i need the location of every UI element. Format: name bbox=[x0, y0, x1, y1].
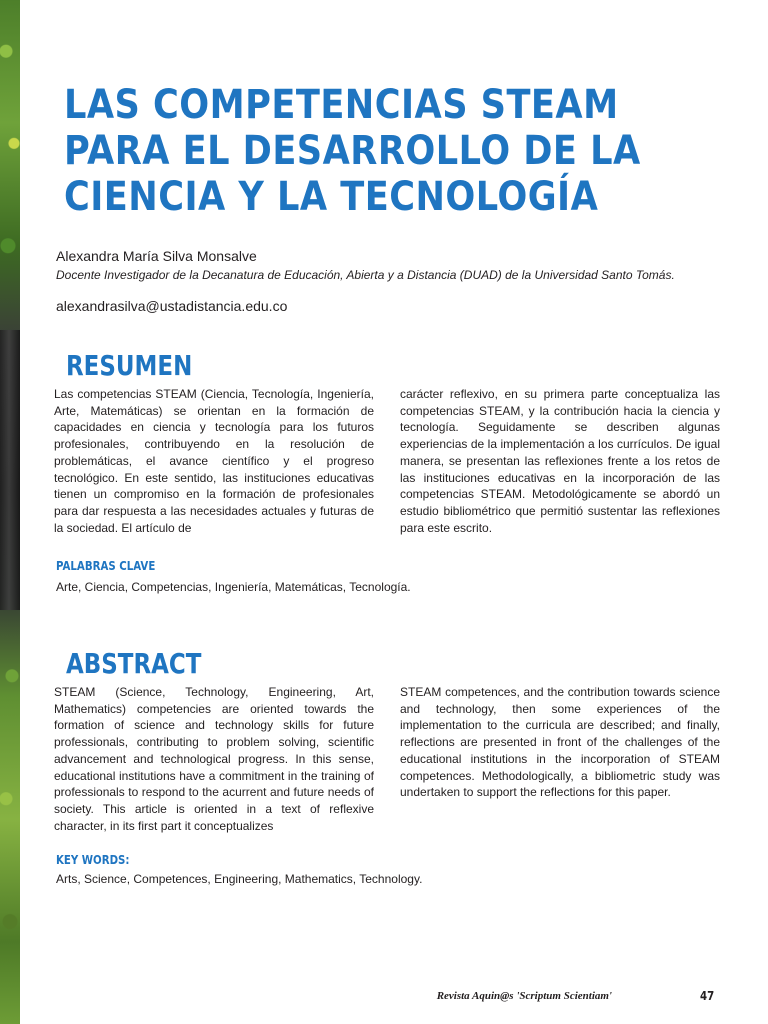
author-name: Alexandra María Silva Monsalve bbox=[56, 248, 257, 264]
resumen-text-left-column: Las competencias STEAM (Ciencia, Tecnología, Ingeniería, Arte, Matemáticas) se orientan en la formación de capacidades en ciencia y tecnología para los futuros profesionales, contribuyendo en la resolución de problemáticas, el avance científico y el progreso tecnológico. En este sentido, las instituciones educativas tienen un compromiso en la formación de profesionales para dar respuesta a las necesidades actuales y futuras de la sociedad. El artículo de bbox=[54, 387, 374, 535]
page-number: 47 bbox=[700, 989, 715, 1003]
abstract-text-right-column: STEAM competences, and the contribution towards science and technology, then some experiences of the implementation to the curricula are described; and finally, reflections are presented in front of the challenges of the educational institutions in the incorporation of STEAM competences. Methodologically, a bibliometric study was undertaken to support the reflections for this paper. bbox=[400, 685, 720, 800]
resumen-heading: RESUMEN bbox=[66, 349, 193, 382]
author-email[interactable]: alexandrasilva@ustadistancia.edu.co bbox=[56, 298, 288, 314]
key-words-text: Arts, Science, Competences, Engineering, Mathematics, Technology. bbox=[56, 872, 423, 886]
resumen-text-right-column: carácter reflexivo, en su primera parte conceptualiza las competencias STEAM, y la contribución hacia la ciencia y tecnología. Seguidamente se describen algunas experiencias de la implementación a los currículos. De igual manera, se presentan las reflexiones frente a los retos de las instituciones educativas en la incorporación de las competencias STEAM. Metodológicamente se abordó un estudio bibliométrico que permitió sustentar las reflexiones para este escrito. bbox=[400, 387, 720, 535]
side-photo-strip bbox=[0, 0, 20, 1024]
palabras-clave-text: Arte, Ciencia, Competencias, Ingeniería, Matemáticas, Tecnología. bbox=[56, 580, 411, 594]
article-title: LAS COMPETENCIAS STEAM PARA EL DESARROLLO DE LA CIENCIA Y LA TECNOLOGÍA bbox=[64, 82, 641, 220]
palabras-clave-label: PALABRAS CLAVE bbox=[56, 559, 156, 573]
key-words-label: KEY WORDS: bbox=[56, 853, 130, 867]
footer-journal-name: Revista Aquin@s 'Scriptum Scientiam' bbox=[436, 990, 612, 1002]
abstract-text-left-column: STEAM (Science, Technology, Engineering, Art, Mathematics) competencies are oriented towards the formation of science and technology skills for future professionals, contributing to problem solving, scientific advancement and technological progress. In this sense, educational institutions have a commitment in the training of professionals to respond to the acurrent and future needs of society. This article is oriented in a text of reflexive character, in its first part it conceptualizes bbox=[54, 685, 374, 833]
abstract-heading: ABSTRACT bbox=[66, 647, 202, 680]
author-affiliation: Docente Investigador de la Decanatura de Educación, Abierta y a Distancia (DUAD) de la Universidad Santo Tomás. bbox=[56, 268, 675, 282]
side-photo-dark-region bbox=[0, 330, 20, 610]
